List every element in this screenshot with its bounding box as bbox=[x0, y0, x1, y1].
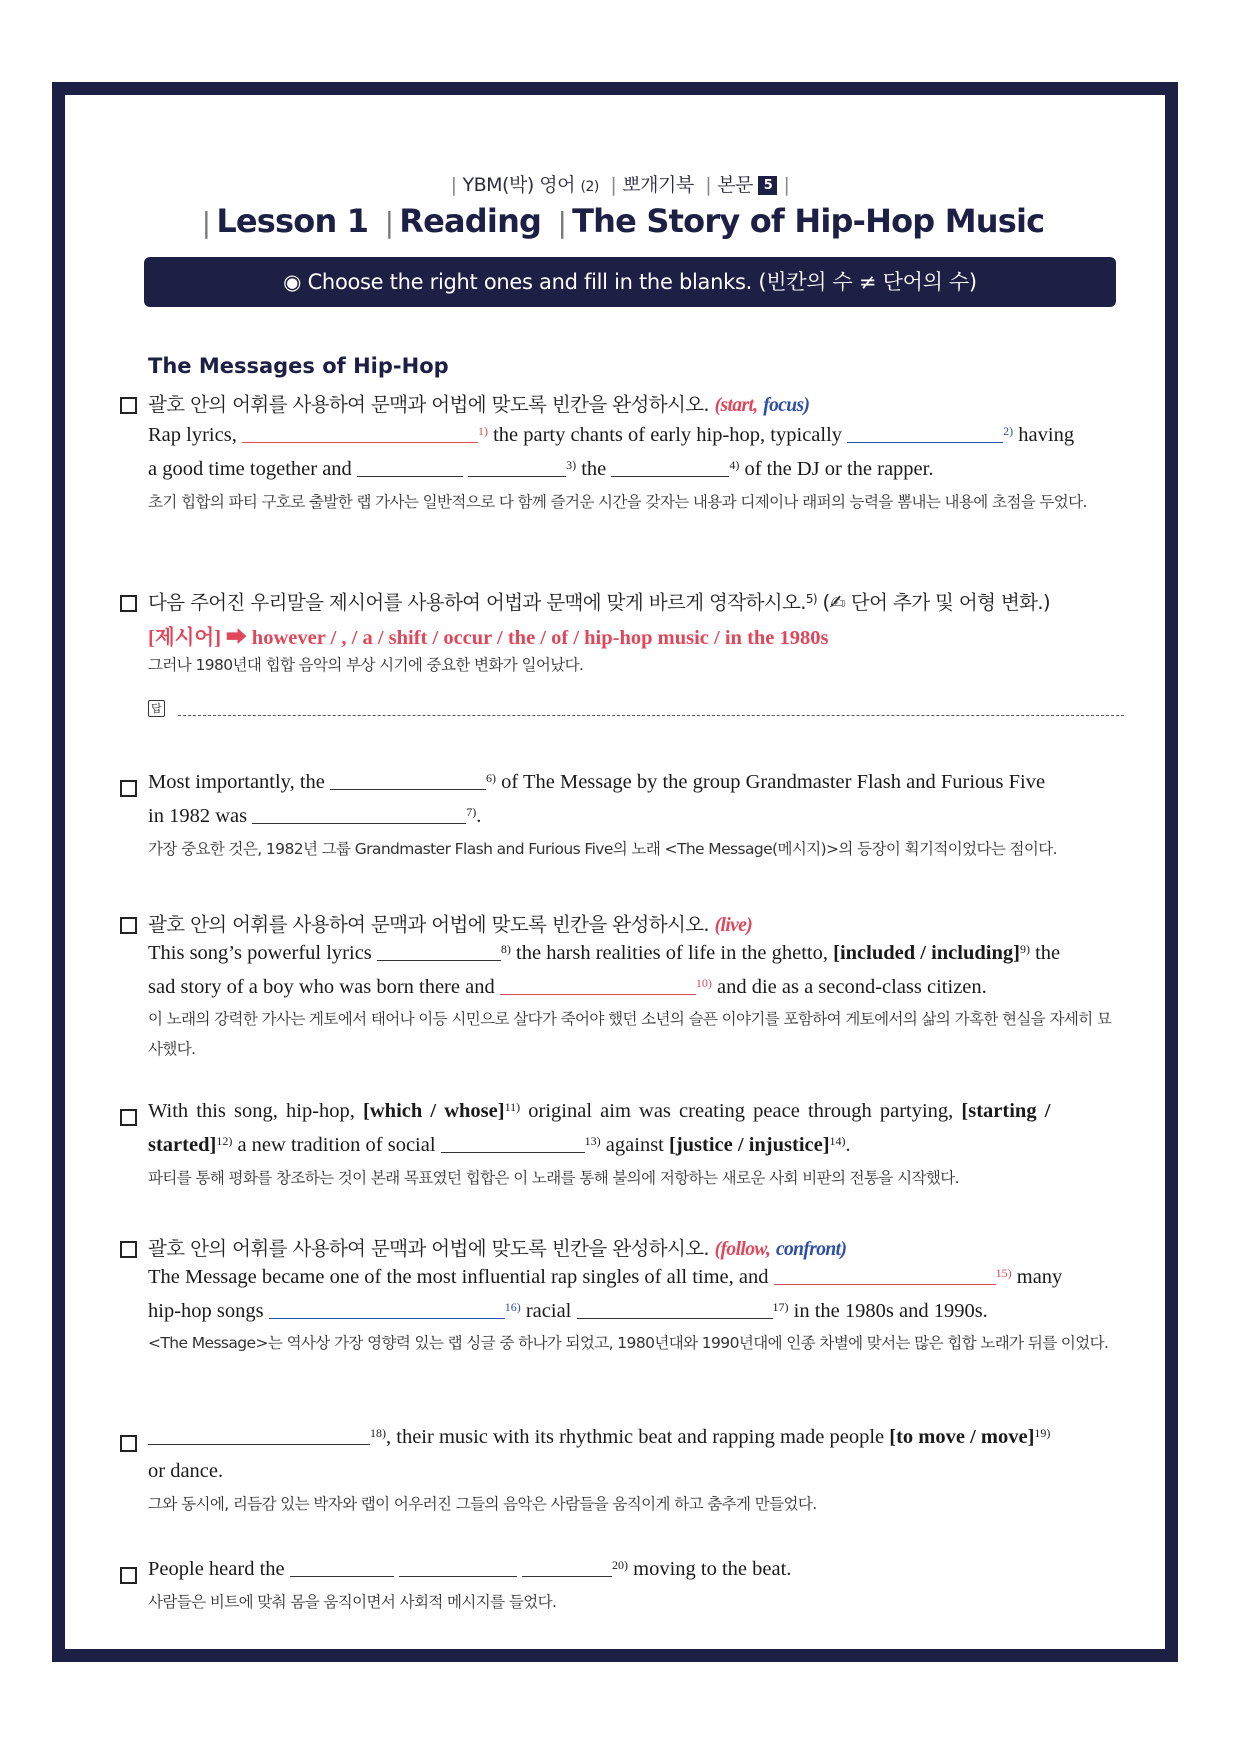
lesson-label: Lesson 1 bbox=[216, 202, 369, 240]
question-line: The Message became one of the most influential rap singles of all time, and $^{15)}$ many bbox=[148, 1266, 1063, 1288]
answer-blank[interactable] bbox=[290, 1558, 394, 1577]
book-name: 뽀개기북 bbox=[622, 174, 694, 196]
question-line: This song’s powerful lyrics $^{8)}$ the harsh realities of life in the ghetto, [included / including]$^{9)}$ the bbox=[148, 942, 1061, 964]
answer-blank[interactable] bbox=[847, 424, 1003, 443]
page-frame bbox=[52, 82, 1178, 1662]
choice-14[interactable]: [justice / injustice] bbox=[669, 1134, 830, 1156]
translation: 파티를 통해 평화를 창조하는 것이 본래 목표였던 힙합은 이 노래를 통해 불의에 저항하는 새로운 사회 비판의 전통을 시작했다. bbox=[148, 1169, 959, 1187]
question-line: started]$^{12)}$ a new tradition of social $^{13)}$ against [justice / injustice]$^{14)}$. bbox=[148, 1134, 851, 1156]
answer-blank[interactable] bbox=[252, 805, 466, 824]
book-title: YBM(박) 영어 bbox=[462, 174, 575, 196]
question-line: Rap lyrics, $^{1)}$ the party chants of early hip-hop, typically $^{2)}$ having bbox=[148, 424, 1075, 446]
section-title: The Messages of Hip-Hop bbox=[148, 354, 449, 378]
question-prompt: 괄호 안의 어휘를 사용하여 문맥과 어법에 맞도록 빈칸을 완성하시오. (live) bbox=[148, 913, 753, 936]
answer-blank[interactable] bbox=[522, 1558, 612, 1577]
translation: <The Message>는 역사상 가장 영향력 있는 랩 싱글 중 하나가 되었고, 1980년대와 1990년대에 인종 차별에 맞서는 많은 힙합 노래가 뒤를 이었다. bbox=[148, 1334, 1109, 1352]
series-header: | YBM(박) 영어 (2) | 뽀개기북 | 본문 5 | bbox=[450, 174, 790, 196]
checkbox-icon[interactable] bbox=[120, 1109, 137, 1126]
answer-line[interactable] bbox=[178, 715, 1124, 716]
question-line: sad story of a boy who was born there and $^{10)}$ and die as a second-class citizen. bbox=[148, 976, 987, 998]
answer-blank[interactable] bbox=[148, 1426, 370, 1445]
story-title: The Story of Hip-Hop Music bbox=[572, 202, 1045, 240]
part-number-badge: 5 bbox=[758, 176, 777, 195]
checkbox-icon[interactable] bbox=[120, 917, 137, 934]
question-prompt: 괄호 안의 어휘를 사용하여 문맥과 어법에 맞도록 빈칸을 완성하시오. (start, focus) bbox=[148, 393, 810, 416]
clue-words: [제시어] ➡ however / , / a / shift / occur / the / of / hip-hop music / in the 1980s bbox=[148, 627, 829, 649]
answer-blank[interactable] bbox=[357, 458, 463, 477]
choice-19[interactable]: [to move / move] bbox=[889, 1426, 1035, 1448]
checkbox-icon[interactable] bbox=[120, 1241, 137, 1258]
question-line: a good time together and $^{3)}$ the $^{4)}$ of the DJ or the rapper. bbox=[148, 458, 934, 480]
question-line: Most importantly, the $^{6)}$ of The Message by the group Grandmaster Flash and Furious Five bbox=[148, 771, 1046, 793]
choice-12[interactable]: [starting / bbox=[961, 1100, 1051, 1122]
translation: 초기 힙합의 파티 구호로 출발한 랩 가사는 일반적으로 다 함께 즐거운 시간을 갖자는 내용과 디제이나 래퍼의 능력을 뽐내는 내용에 초점을 두었다. bbox=[148, 493, 1087, 511]
checkbox-icon[interactable] bbox=[120, 1435, 137, 1452]
checkbox-icon[interactable] bbox=[120, 595, 137, 612]
answer-blank[interactable] bbox=[774, 1266, 996, 1285]
translation: 그러나 1980년대 힙합 음악의 부상 시기에 중요한 변화가 일어났다. bbox=[148, 656, 584, 674]
answer-blank[interactable] bbox=[377, 942, 501, 961]
answer-blank[interactable] bbox=[468, 458, 566, 477]
question-line: With this song, hip-hop, [which / whose]$^{11)}$ original aim was creating peace through partying, [starting / bbox=[148, 1100, 1051, 1122]
answer-blank[interactable] bbox=[441, 1134, 585, 1153]
question-line: $^{18)}$, their music with its rhythmic beat and rapping made people [to move / move]$^{19)}$ bbox=[148, 1426, 1120, 1449]
answer-blank[interactable] bbox=[330, 771, 486, 790]
answer-blank[interactable] bbox=[399, 1558, 517, 1577]
book-volume: (2) bbox=[580, 179, 599, 195]
question-line: hip-hop songs $^{16)}$ racial $^{17)}$ in the 1980s and 1990s. bbox=[148, 1300, 988, 1322]
choice-11[interactable]: [which / whose] bbox=[363, 1100, 505, 1122]
answer-blank[interactable] bbox=[242, 424, 478, 443]
question-line: People heard the $^{20)}$ moving to the beat. bbox=[148, 1558, 792, 1580]
answer-blank[interactable] bbox=[500, 976, 696, 995]
choice-9[interactable]: [included / including] bbox=[833, 942, 1020, 964]
translation: 이 노래의 강력한 가사는 게토에서 태어나 이등 시민으로 살다가 죽어야 했던 소년의 슬픈 이야기를 포함하여 게토에서의 삶의 가혹한 현실을 자세히 묘사했다. bbox=[148, 1010, 1112, 1058]
translation: 가장 중요한 것은, 1982년 그룹 Grandmaster Flash and Furious Five의 노래 <The Message(메시지)>의 등장이 획기적이었다는 점이다. bbox=[148, 840, 1057, 858]
part-label: 본문 bbox=[717, 174, 753, 196]
question-line: in 1982 was $^{7)}$. bbox=[148, 805, 482, 827]
answer-blank[interactable] bbox=[611, 458, 729, 477]
question-line: or dance. bbox=[148, 1460, 224, 1482]
translation: 사람들은 비트에 맞춰 몸을 움직이면서 사회적 메시지를 들었다. bbox=[148, 1593, 557, 1611]
checkbox-icon[interactable] bbox=[120, 397, 137, 414]
checkbox-icon[interactable] bbox=[120, 1567, 137, 1584]
answer-label: 답 bbox=[148, 700, 165, 717]
answer-blank[interactable] bbox=[577, 1300, 773, 1319]
question-prompt: 괄호 안의 어휘를 사용하여 문맥과 어법에 맞도록 빈칸을 완성하시오. (follow, confront) bbox=[148, 1237, 847, 1260]
answer-blank[interactable] bbox=[269, 1300, 505, 1319]
translation: 그와 동시에, 리듬감 있는 박자와 랩이 어우러진 그들의 음악은 사람들을 움직이게 하고 춤추게 만들었다. bbox=[148, 1495, 817, 1513]
lesson-header: | Lesson 1 | Reading | The Story of Hip-Hop Music bbox=[201, 202, 1045, 240]
checkbox-icon[interactable] bbox=[120, 780, 137, 797]
section-label: Reading bbox=[399, 202, 542, 240]
answer-area[interactable] bbox=[120, 700, 1130, 730]
choice-12-cont[interactable]: started] bbox=[148, 1134, 217, 1156]
instruction-banner: ◉ Choose the right ones and fill in the blanks. (빈칸의 수 ≠ 단어의 수) bbox=[144, 257, 1116, 307]
question-prompt: 다음 주어진 우리말을 제시어를 사용하여 어법과 문맥에 맞게 바르게 영작하시오.$^{5)}$ (✍ 단어 추가 및 어형 변화.) bbox=[148, 591, 1051, 614]
